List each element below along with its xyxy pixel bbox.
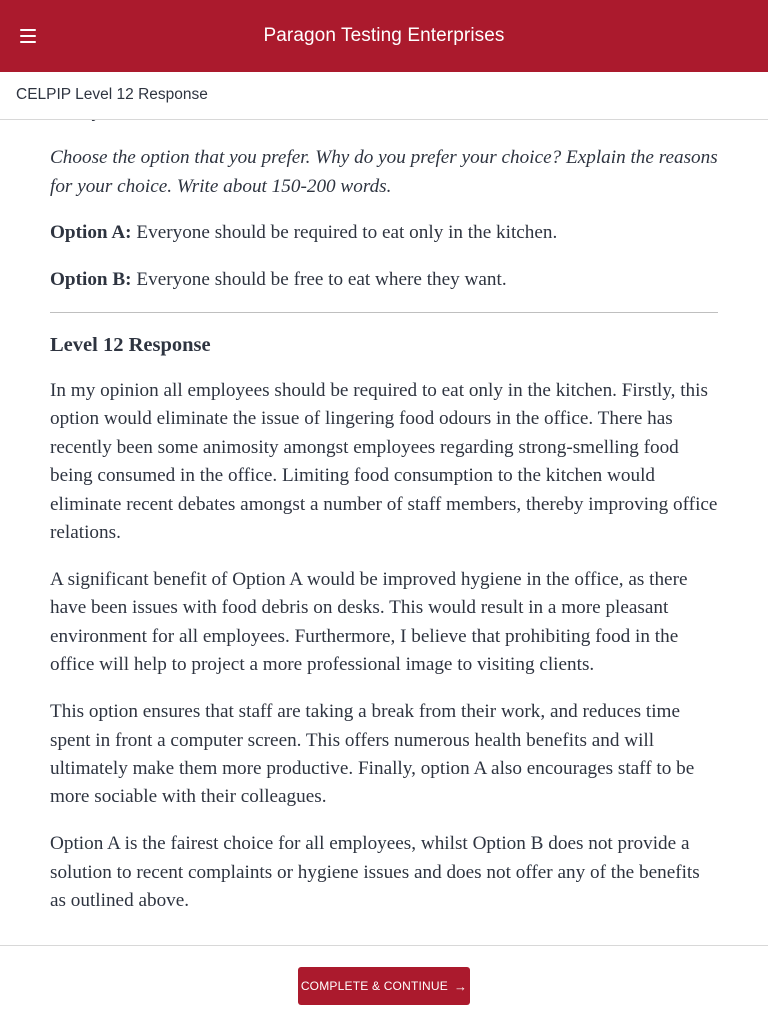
option-b-label: Option B: [50,268,132,290]
task-prompt: Choose the option that you prefer. Why do you prefer your choice? Explain the reasons for your choice. Write about 150-200 words. [50,147,718,197]
complete-continue-label: COMPLETE & CONTINUE [300,979,448,993]
option-a [50,219,718,247]
app-title: Paragon Testing Enterprises [263,25,505,46]
complete-continue-button[interactable] [298,967,470,1005]
lesson-footer [0,945,768,1025]
response-paragraph-4: Option A is the fairest choice for all employees, whilst Option B does not provide a solution to recent complaints or hygiene issues and does not offer any of the benefits as outlined above. [50,833,700,912]
response-paragraph-1: In my opinion all employees should be required to eat only in the kitchen. Firstly, this option would eliminate the issue of lingering food odours in the office. There has recently been some animosity amongst employees regarding strong-smelling food being consumed in the office. Limiting food consumption to the kitchen would eliminate recent debates amongst a number of staff members, thereby improving office relations. [50,380,718,544]
lesson-content[interactable] [0,120,768,945]
option-b [50,266,718,294]
arrow-right-icon: → [453,978,468,994]
response-paragraph-3: This option ensures that staff are taking a break from their work, and reduces time spent in front a computer screen. This offers numerous health benefits and will ultimately make them more productive. Finally, option A also encourages staff to be more sociable with their colleagues. [50,701,695,808]
top-app-bar [0,0,768,72]
option-a-text: Everyone should be required to eat only in the kitchen. [136,222,558,244]
section-divider [50,312,718,313]
response-heading: Level 12 Response [50,334,211,357]
response-paragraph-2: A significant benefit of Option A would be improved hygiene in the office, as there have been issues with food debris on desks. This would result in a more pleasant environment for all employees. Furthermore, I believe that prohibiting food in the office will help to project a more professional image to visiting clients. [50,568,688,676]
option-a-label: Option A: [50,222,132,244]
lesson-body [50,98,718,934]
lesson-title: CELPIP Level 12 Response [16,86,208,103]
option-b-text: Everyone should be free to eat where they want. [136,268,507,290]
lesson-header [0,72,768,120]
